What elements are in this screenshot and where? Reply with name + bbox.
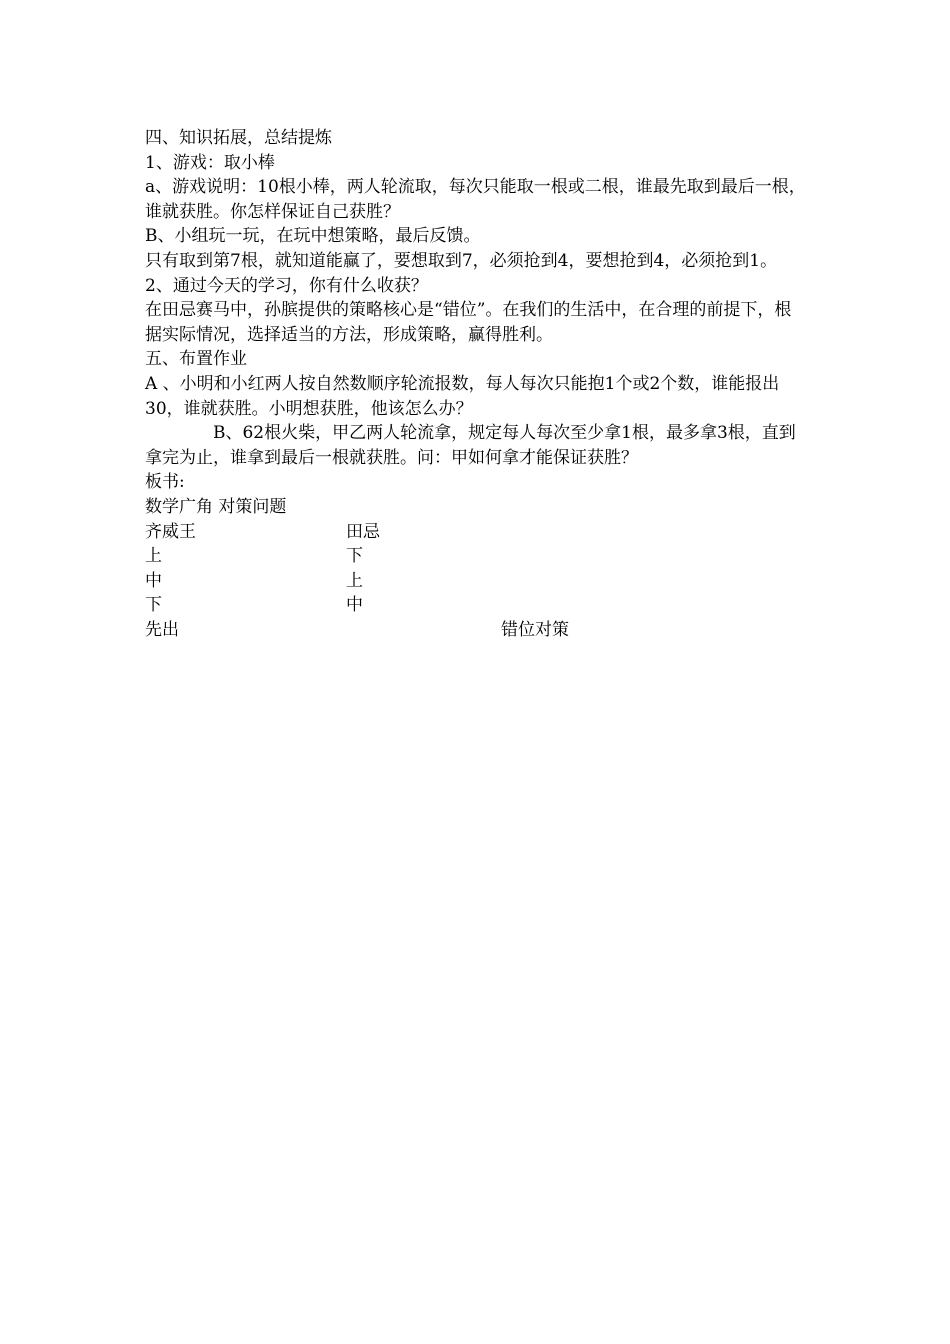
board-footer-left: 先出: [145, 619, 179, 640]
board-cell-right: 下: [346, 546, 363, 567]
board-cell-right: 中: [346, 595, 363, 616]
board-footer-right: 错位对策: [501, 619, 569, 640]
harvest-question: 2、通过今天的学习，你有什么收获？: [145, 275, 428, 296]
section-heading-4: 四、知识拓展，总结提炼: [145, 128, 332, 148]
board-label: 板书:: [145, 472, 185, 493]
homework-b: B、62根火柴，甲乙两人轮流拿，规定每人每次至少拿1根，最多拿3根，直到拿完为止，谁拿到最后一根就获胜。问：甲如何拿才能保证获胜？: [145, 423, 796, 468]
board-title: 数学广角 对策问题: [145, 496, 287, 517]
homework-a: A 、小明和小红两人按自然数顺序轮流报数，每人每次只能抱1个或2个数，谁能报出30，谁就获胜。小明想获胜，他该怎么办？: [145, 373, 780, 419]
board-col-right: 田忌: [346, 521, 380, 542]
board-cell-left: 上: [145, 546, 162, 567]
board-row: [145, 569, 807, 594]
board-cell-left: 中: [145, 570, 162, 591]
group-play: B、小组玩一玩，在玩中想策略，最后反馈。: [145, 226, 481, 247]
document-body: [145, 126, 807, 642]
strategy-text: 只有取到第7根，就知道能赢了，要想取到7，必须抢到4，要想抢到4，必须抢到1。: [145, 250, 778, 271]
game-rules: a、游戏说明：10根小棒，两人轮流取，每次只能取一根或二根，谁最先取到最后一根，谁就获胜。你怎样保证自己获胜？: [145, 177, 806, 222]
board-col-left: 齐威王: [145, 521, 196, 542]
board-cell-left: 下: [145, 595, 162, 616]
section-heading-5: 五、布置作业: [145, 349, 247, 370]
board-cell-right: 上: [346, 570, 363, 591]
board-row: [145, 593, 807, 618]
game-title: 1、游戏：取小棒: [145, 152, 275, 173]
board-header-row: [145, 520, 807, 545]
board-row: [145, 544, 807, 569]
board-footer-row: [145, 618, 807, 643]
harvest-answer: 在田忌赛马中，孙膑提供的策略核心是“错位”。在我们的生活中，在合理的前提下，根据实际情况，选择适当的方法，形成策略，赢得胜利。: [145, 300, 792, 345]
